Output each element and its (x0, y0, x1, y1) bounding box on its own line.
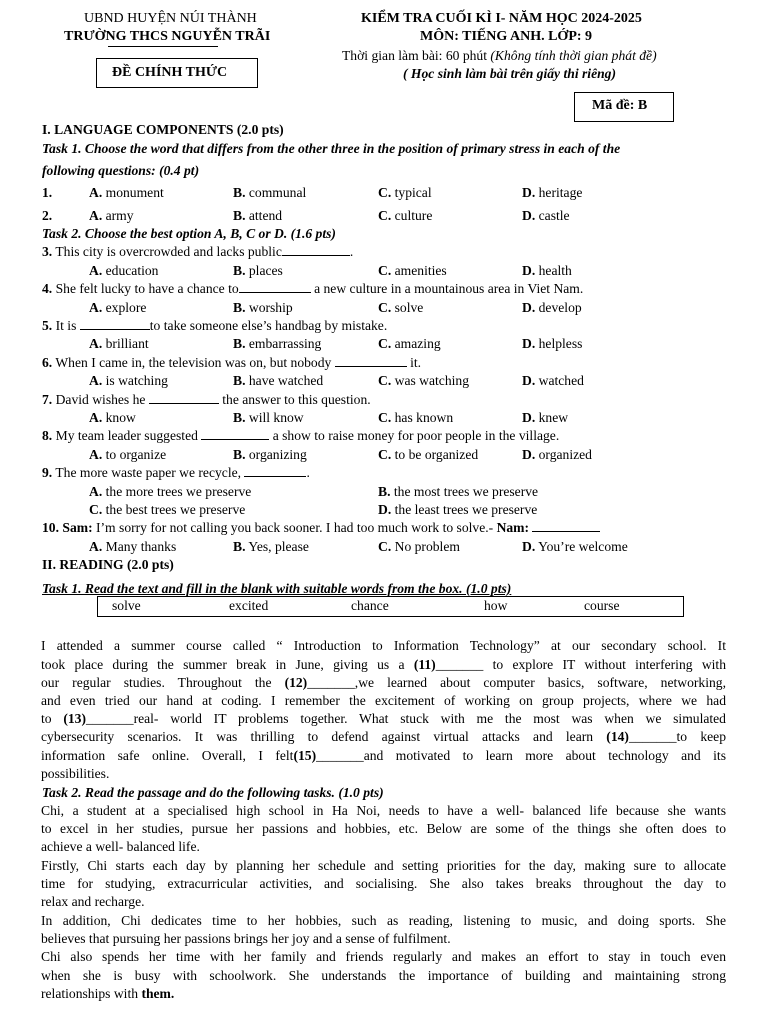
q7-option-a: A. know (89, 410, 136, 425)
q3-option-a: A. education (89, 263, 159, 278)
passage2-line: when she is busy with schoolwork. She understands the importance of building and maintaining strong (41, 968, 726, 983)
passage2-line: relationships with them. (41, 986, 175, 1001)
task1-instruction: Task 1. Choose the word that differs from the other three in the position of primary stress in each of the (42, 141, 621, 156)
exam-subject: MÔN: TIẾNG ANH. LỚP: 9 (420, 29, 593, 44)
reading-task2-instruction: Task 2. Read the passage and do the following tasks. (1.0 pts) (42, 785, 384, 800)
q6-option-d: D. watched (522, 373, 584, 388)
passage2-line: time for studying, extracurricular activities, and socialising. She also takes breaks throughout the day to (41, 876, 726, 891)
q8-option-b: B. organizing (233, 447, 307, 462)
passage-line: cybersecurity scenarios. It was thrilling to defend against virtual attacks and learn (14)_______to keep (41, 729, 726, 744)
q10-option-d: D. You’re welcome (522, 539, 628, 554)
q10-stem: 10. Sam: I’m sorry for not calling you back sooner. I had too much work to solve.- Nam: (42, 519, 600, 537)
school-name: TRƯỜNG THCS NGUYỄN TRÃI (64, 29, 271, 44)
q9-option-d: D. the least trees we preserve (378, 502, 538, 517)
word-box-item: course (584, 598, 620, 613)
word-box-item: chance (351, 598, 389, 613)
q10-option-c: C. No problem (378, 539, 460, 554)
passage-line: to (13)_______real- world IT problems together. What stuck with me the most was when we simulated (41, 711, 726, 726)
task2-instruction: Task 2. Choose the best option A, B, C or D. (1.6 pts) (42, 226, 336, 241)
q8-option-a: A. to organize (89, 447, 167, 462)
exam-title: KIỂM TRA CUỐI KÌ I- NĂM HỌC 2024-2025 (361, 11, 642, 26)
q2-option-b: B. attend (233, 208, 283, 223)
q3-stem: 3. This city is overcrowded and lacks public . (42, 244, 354, 259)
exam-instruction: ( Học sinh làm bài trên giấy thi riêng) (403, 66, 616, 81)
q9-option-b: B. the most trees we preserve (378, 484, 539, 499)
q9-stem: 9. The more waste paper we recycle, . (42, 465, 310, 480)
passage-line: our regular studies. Throughout the (12)_______,we learned about computer basics, software, networking, (41, 675, 726, 690)
q5-option-a: A. brilliant (89, 336, 149, 351)
word-box-item: solve (112, 598, 141, 613)
passage-line: information safe online. Overall, I felt(15)_______and motivated to learn more about technology and its (41, 748, 726, 763)
passage-line: took place during the summer break in June, giving us a (11)_______ to explore IT without interfering with (41, 657, 726, 672)
q3-option-b: B. places (233, 263, 283, 278)
q8-option-d: D. organized (522, 447, 592, 462)
q6-option-c: C. was watching (378, 373, 469, 388)
exam-code: Mã đề: B (592, 98, 648, 113)
q7-option-b: B. will know (233, 410, 304, 425)
q7-option-c: C. has known (378, 410, 454, 425)
official-label: ĐỀ CHÍNH THỨC (112, 65, 228, 80)
q1-option-a: A. monument (89, 185, 164, 200)
q4-stem: 4. She felt lucky to have a chance to a new culture in a mountainous area in Viet Nam. (42, 281, 584, 296)
task1-instruction-cont: following questions: (0.4 pt) (42, 163, 200, 178)
q2-option-c: C. culture (378, 208, 433, 223)
q8-stem: 8. My team leader suggested a show to raise money for poor people in the village. (42, 428, 560, 443)
q7-option-d: D. knew (522, 410, 569, 425)
school-underline (108, 46, 218, 47)
q5-option-d: D. helpless (522, 336, 583, 351)
q5-stem: 5. It is to take someone else’s handbag by mistake. (42, 318, 388, 333)
q7-stem: 7. David wishes he the answer to this question. (42, 392, 371, 407)
q1-option-d: D. heritage (522, 185, 583, 200)
q6-stem: 6. When I came in, the television was on, but nobody it. (42, 355, 422, 370)
q6-option-b: B. have watched (233, 373, 324, 388)
word-box-item: how (484, 598, 508, 613)
q9-option-a: A. the more trees we preserve (89, 484, 252, 499)
q1-number: 1. (42, 185, 53, 200)
q10-option-b: B. Yes, please (233, 539, 309, 554)
word-box-item: excited (229, 598, 269, 613)
passage-line: and even tried our hand at coding. I remember the excitement of working on group projects, where we had (41, 693, 726, 708)
q4-option-a: A. explore (89, 300, 147, 315)
q5-option-b: B. embarrassing (233, 336, 322, 351)
q2-option-d: D. castle (522, 208, 570, 223)
q8-option-c: C. to be organized (378, 447, 479, 462)
time-note: (Không tính thời gian phát đề) (490, 48, 657, 63)
q6-option-a: A. is watching (89, 373, 168, 388)
passage2-line: to excel in her studies, pursue her passions and hobbies, etc. Below are some of the things she often does to (41, 821, 726, 836)
q10-option-a: A. Many thanks (89, 539, 177, 554)
q4-option-b: B. worship (233, 300, 293, 315)
q1-option-b: B. communal (233, 185, 307, 200)
passage2-line: relax and recharge. (41, 894, 145, 909)
q4-option-d: D. develop (522, 300, 582, 315)
passage2-line: achieve a well- balanced life. (41, 839, 200, 854)
q3-option-d: D. health (522, 263, 572, 278)
q3-option-c: C. amenities (378, 263, 447, 278)
q1-option-c: C. typical (378, 185, 432, 200)
department-name: UBND HUYỆN NÚI THÀNH (84, 11, 257, 26)
passage-line: I attended a summer course called “ Introduction to Information Technology” at our secondary school. It (41, 638, 726, 653)
passage2-line: In addition, Chi dedicates time to her hobbies, such as reading, listening to music, and doing sports. She (41, 913, 726, 928)
q9-option-c: C. the best trees we preserve (89, 502, 246, 517)
passage2-line: Chi, a student at a specialised high school in Ha Noi, needs to have a well- balanced life because she wants (41, 803, 726, 818)
q2-number: 2. (42, 208, 53, 223)
passage-line: possibilities. (41, 766, 110, 781)
passage2-line: believes that pursuing her passions brings her joy and a sense of fulfilment. (41, 931, 451, 946)
passage2-line: Chi also spends her time with her family and friends regularly and makes an effort to stay in touch even (41, 949, 726, 964)
reading-task1-instruction: Task 1. Read the text and fill in the blank with suitable words from the box. (1.0 pts) (42, 581, 512, 596)
time-label: Thời gian làm bài: 60 phút (342, 48, 491, 63)
section1-title: I. LANGUAGE COMPONENTS (2.0 pts) (42, 122, 284, 137)
q5-option-c: C. amazing (378, 336, 441, 351)
section2-title: II. READING (2.0 pts) (42, 557, 174, 572)
passage2-line: Firstly, Chi starts each day by planning her schedule and setting priorities for the day, making sure to allocate (41, 858, 726, 873)
q4-option-c: C. solve (378, 300, 424, 315)
q2-option-a: A. army (89, 208, 134, 223)
exam-time (342, 48, 657, 64)
